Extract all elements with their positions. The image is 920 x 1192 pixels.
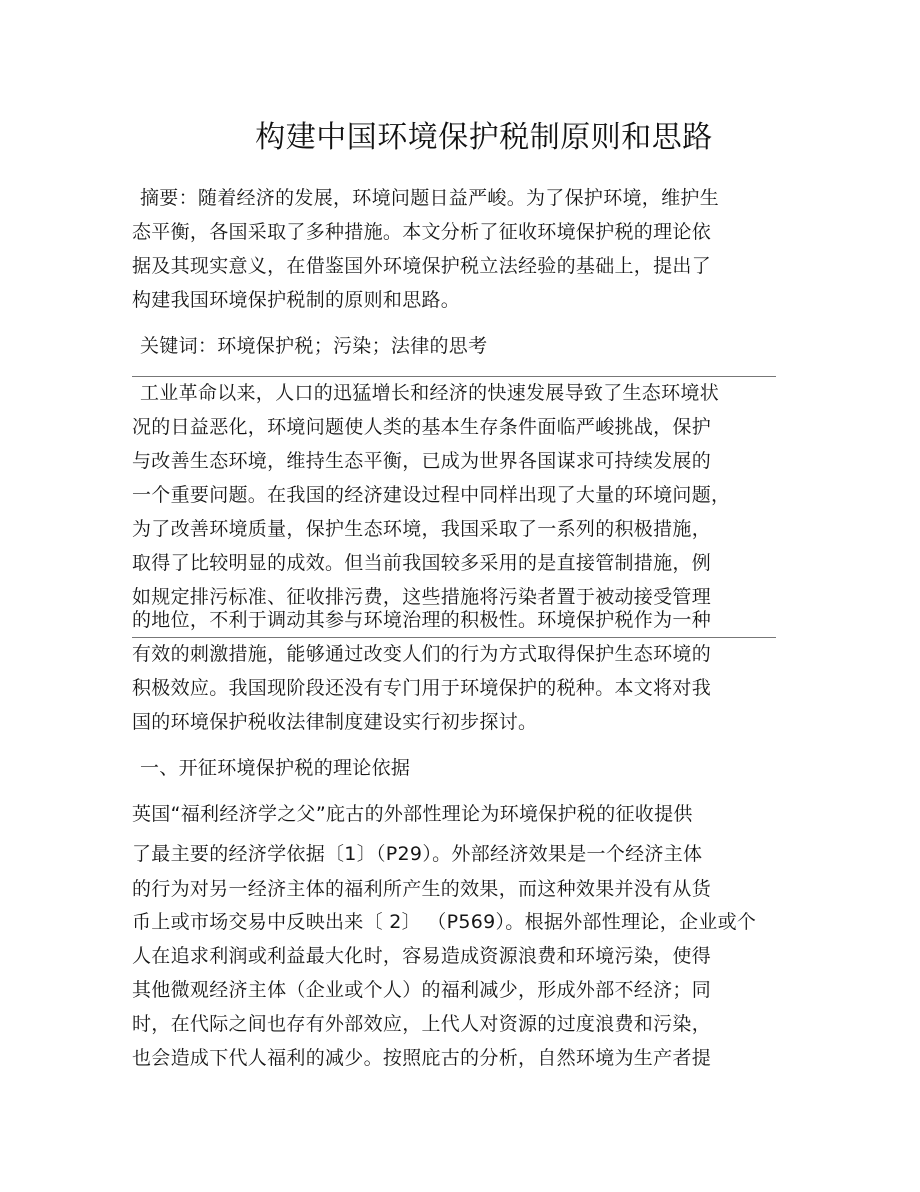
intro-line: 有效的刺激措施，能够通过改变人们的行为方式取得保护生态环境的 — [132, 643, 712, 665]
section-line: 的行为对另一经济主体的福利所产生的效果，而这种效果并没有从货 — [132, 878, 712, 900]
intro-line: 积极效应。我国现阶段还没有专门用于环境保护的税种。本文将对我 — [132, 677, 712, 699]
abstract-line: 态平衡，各国采取了多种措施。本文分析了征收环境保护税的理论依 — [132, 221, 712, 243]
section-line: 币上或市场交易中反映出来〔 2〕 （P569）。根据外部性理论，企业或个 — [132, 911, 757, 933]
intro-line: 国的环境保护税收法律制度建设实行初步探讨。 — [132, 711, 538, 733]
section-line: 了最主要的经济学依据〔1〕（P29）。外部经济效果是一个经济主体 — [132, 843, 703, 865]
document-title: 构建中国环境保护税制原则和思路 — [255, 120, 713, 155]
section-line: 英国“福利经济学之父”庇古的外部性理论为环境保护税的征收提供 — [132, 803, 693, 825]
section-line: 人在追求利润或利益最大化时，容易造成资源浪费和环境污染，使得 — [132, 945, 712, 967]
intro-line: 的地位，不利于调动其参与环境治理的积极性。环境保护税作为一种 — [132, 609, 712, 631]
intro-line: 为了改善环境质量，保护生态环境，我国采取了一系列的积极措施， — [132, 518, 712, 540]
section-line: 时，在代际之间也存有外部效应，上代人对资源的过度浪费和污染， — [132, 1013, 712, 1035]
intro-line: 如规定排污标准、征收排污费，这些措施将污染者置于被动接受管理 — [132, 586, 712, 608]
divider-line — [132, 376, 776, 377]
intro-line: 一个重要问题。在我国的经济建设过程中同样出现了大量的环境问题， — [132, 484, 731, 506]
intro-line: 况的日益恶化，环境问题使人类的基本生存条件面临严峻挑战，保护 — [132, 416, 712, 438]
abstract-line: 据及其现实意义，在借鉴国外环境保护税立法经验的基础上，提出了 — [132, 255, 712, 277]
abstract-line: 摘要：随着经济的发展，环境问题日益严峻。为了保护环境，维护生 — [140, 187, 720, 209]
keywords-line: 关键词：环境保护税；污染；法律的思考 — [140, 335, 488, 357]
divider-line — [132, 637, 776, 638]
intro-line: 取得了比较明显的成效。但当前我国较多采用的是直接管制措施，例 — [132, 552, 712, 574]
section-heading: 一、开征环境保护税的理论依据 — [140, 757, 411, 779]
intro-line: 工业革命以来，人口的迅猛增长和经济的快速发展导致了生态环境状 — [140, 382, 720, 404]
abstract-line: 构建我国环境保护税制的原则和思路。 — [132, 289, 461, 311]
section-line: 其他微观经济主体（企业或个人）的福利减少，形成外部不经济；同 — [132, 979, 712, 1001]
intro-line: 与改善生态环境，维持生态平衡，已成为世界各国谋求可持续发展的 — [132, 450, 712, 472]
section-line: 也会造成下代人福利的减少。按照庇古的分析，自然环境为生产者提 — [132, 1047, 712, 1069]
